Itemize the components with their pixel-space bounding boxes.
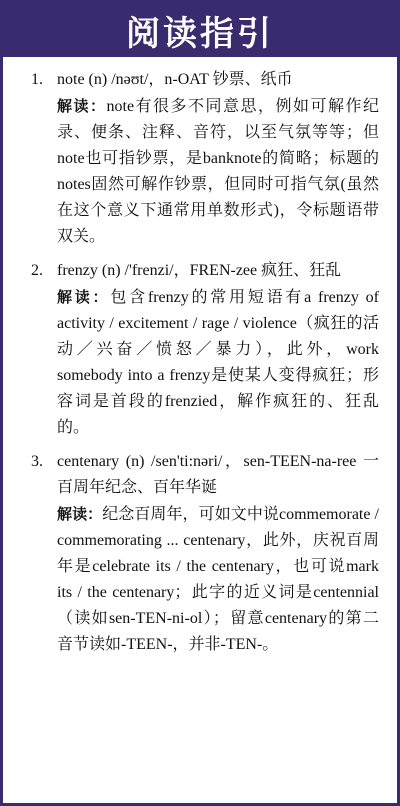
header-banner [3, 3, 397, 57]
entry-number: 2. [31, 262, 43, 279]
entry-number: 3. [31, 453, 43, 470]
entry-explanation [57, 93, 379, 250]
entry-explanation [57, 284, 379, 441]
entry-1 [31, 67, 379, 250]
explanation-label: 解读： [57, 505, 103, 523]
explanation-text: 包含frenzy的常用短语有a frenzy of activity / excitement / rage / violence（疯狂的活动／兴奋／愤怒／暴力），此外，work somebody into a frenzy是使某人变得疯狂；形容词是首段的frenzied，解作疯狂的、狂乱的。 [57, 289, 379, 436]
entry-explanation [57, 501, 379, 658]
entry-headline: frenzy (n) /'frenzi/，FREN-zee 疯狂、狂乱 [57, 262, 342, 279]
page-title: 阅读指引 [126, 13, 274, 54]
explanation-text: note有很多不同意思，例如可解作纪录、便条、注释、音符，以至气氛等等；但note也可指钞票，是banknote的简略；标题的notes固然可解作钞票，但同时可指气氛(虽然在这个意义下通常用单数形式)，令标题语带双关。 [57, 98, 379, 245]
entry-number: 1. [31, 71, 43, 88]
explanation-label: 解读： [57, 97, 107, 115]
entry-body [57, 449, 379, 658]
entry-headline: note (n) /nəʊt/，n-OAT 钞票、纸币 [57, 71, 293, 88]
entry-2 [31, 258, 379, 441]
explanation-text: 纪念百周年，可如文中说commemorate / commemorating ... centenary，此外，庆祝百周年是celebrate its / the centenary，也可说mark its / the centenary；此字的近义词是centennial（读如sen-TEN-ni-ol）；留意centenary的第二音节读如-TEEN-，并非-TEN-。 [57, 506, 379, 653]
entry-headline: centenary (n) /sen'ti:nəri/，sen-TEEN-na-ree 一百周年纪念、百年华诞 [57, 453, 379, 496]
entry-body [57, 67, 379, 250]
entry-body [57, 258, 379, 441]
explanation-label: 解读： [57, 288, 111, 306]
entry-list [3, 57, 397, 658]
entry-3 [31, 449, 379, 658]
